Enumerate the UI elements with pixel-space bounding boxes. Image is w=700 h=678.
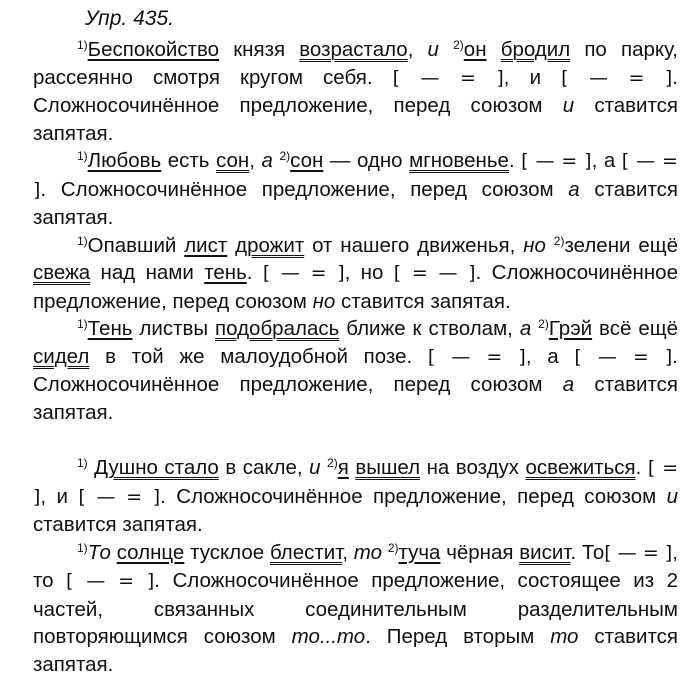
predicate-double-underlined: мгновенье — [409, 149, 509, 172]
text-run: по парку, рассеянно смотря кругом себя. — [33, 38, 678, 89]
text-run — [487, 38, 501, 61]
text-run: князя — [219, 38, 299, 61]
text-run: . Сложносочинённое предложение, перед союзом — [160, 485, 666, 508]
text-run: — одно — [323, 149, 409, 172]
conjunction-italic: То — [88, 541, 111, 564]
text-run — [546, 234, 554, 257]
subject-underlined: Беспокойство — [88, 38, 219, 61]
analysis-paragraph — [33, 36, 678, 147]
sentence-scheme: [ — = ] — [574, 346, 672, 368]
text-run: над нами — [90, 261, 204, 284]
subject-underlined: Тень — [88, 317, 133, 340]
text-run: . То — [570, 541, 604, 564]
conjunction-italic: и — [563, 94, 574, 117]
text-run: в сакле, — [219, 456, 309, 479]
sentence-scheme: [ — = ] — [393, 67, 504, 89]
text-run: ставится запятая. — [335, 290, 510, 313]
sentence-scheme: [ — = ] — [33, 150, 678, 201]
predicate-double-underlined: освежиться — [526, 456, 636, 479]
exercise-title: Упр. 435. — [85, 6, 678, 32]
analysis-paragraph — [33, 147, 678, 232]
text-run: чёрная — [440, 541, 519, 564]
analysis-paragraph — [33, 315, 678, 426]
text-run: , но — [345, 261, 394, 284]
text-run: . Сложносочинённое предложение, состоящее из 2 частей, связанных соединительным разделительным повторяющимся союзом — [33, 569, 678, 648]
text-run: . — [247, 261, 263, 284]
text-run: . Сложносочинённое предложение, перед союзом — [33, 345, 678, 397]
sentence-scheme: [ — = ] — [78, 486, 160, 508]
predicate-double-underlined: сидел — [33, 345, 89, 368]
sentence-part-number: 1) — [77, 456, 88, 470]
sentence-part-number: 1) — [77, 149, 88, 163]
text-run: , и — [40, 485, 78, 508]
predicate-double-underlined: свежа — [33, 261, 90, 284]
conjunction-italic: и — [309, 456, 320, 479]
conjunction-italic: а — [262, 149, 273, 172]
predicate-double-underlined: дрожит — [235, 234, 304, 257]
text-run: , то — [33, 541, 678, 593]
sentence-scheme: [ — = ] — [604, 542, 672, 564]
conjunction-italic: а — [563, 373, 574, 396]
predicate-double-underlined: висит — [519, 541, 570, 564]
text-run: есть — [161, 149, 216, 172]
text-run: зелени ещё — [564, 234, 678, 257]
text-run: , — [342, 541, 353, 564]
subject-underlined: Любовь — [88, 149, 162, 172]
text-run: ставится запятая. — [33, 373, 678, 424]
sentence-part-number: 2) — [388, 541, 399, 555]
conjunction-italic: и — [667, 485, 678, 508]
conjunction-italic: то — [354, 541, 382, 564]
text-run: ставится запятая. — [33, 513, 203, 536]
subject-underlined: туча — [398, 541, 440, 564]
conjunction-italic: и — [428, 38, 439, 61]
sentence-part-number: 2) — [327, 456, 338, 470]
predicate-double-underlined: сон — [216, 149, 249, 172]
sentence-part-number: 2) — [538, 317, 549, 331]
text-run: , — [249, 149, 261, 172]
subject-underlined: сон — [290, 149, 323, 172]
text-run: ближе к стволам, — [339, 317, 520, 340]
subject-underlined: тень — [204, 261, 247, 284]
text-run: тусклое — [184, 541, 270, 564]
exercise-body — [33, 36, 678, 678]
text-run: ставится запятая. — [33, 625, 678, 676]
predicate-double-underlined: бродил — [501, 38, 570, 61]
sentence-scheme: [ — = ] — [428, 346, 526, 368]
sentence-scheme: [ — = ] — [521, 150, 591, 172]
paragraph-gap — [33, 426, 678, 454]
sentence-scheme: [ — = ] — [263, 262, 345, 284]
conjunction-italic: то — [550, 625, 578, 648]
predicate-double-underlined: возрастало — [299, 38, 407, 61]
text-run: , и — [504, 66, 561, 89]
text-run: Опавший — [88, 234, 185, 257]
conjunction-italic: то...то — [292, 625, 366, 648]
predicate-double-underlined: блестит — [270, 541, 342, 564]
text-run: . Сложносочинённое предложение, перед союзом — [40, 178, 568, 201]
subject-underlined: солнце — [117, 541, 185, 564]
sentence-part-number: 1) — [77, 541, 88, 555]
text-run: ставится запятая. — [33, 178, 678, 230]
sentence-part-number: 2) — [554, 234, 565, 248]
sentence-scheme: [ — = ] — [561, 67, 672, 89]
analysis-paragraph — [33, 539, 678, 678]
subject-underlined: лист — [184, 234, 227, 257]
analysis-paragraph — [33, 454, 678, 539]
predicate-double-underlined: Душно стало — [94, 456, 219, 479]
sentence-part-number: 1) — [77, 317, 88, 331]
predicate-double-underlined: подобралась — [215, 317, 339, 340]
sentence-part-number: 1) — [77, 38, 88, 52]
text-run: . Сложносочинённое предложение, перед союзом — [33, 66, 678, 118]
analysis-paragraph — [33, 232, 678, 316]
conjunction-italic: но — [313, 290, 336, 313]
text-run: . Сложносочинённое предложение, перед союзом — [33, 261, 678, 313]
text-run: , а — [592, 149, 622, 172]
text-run: ставится запятая. — [33, 94, 678, 145]
text-run: на воздух — [420, 456, 525, 479]
text-run: . — [509, 149, 521, 172]
subject-underlined: он — [464, 38, 487, 61]
text-run: . Перед вторым — [365, 625, 550, 648]
text-run: в той же малоудобной позе. — [89, 345, 428, 368]
conjunction-italic: а — [520, 317, 531, 340]
sentence-scheme: [ — = ] — [66, 570, 154, 592]
text-run: от нашего движенья, — [304, 234, 523, 257]
text-run — [227, 234, 235, 257]
conjunction-italic: но — [523, 234, 546, 257]
predicate-double-underlined: вышел — [355, 456, 420, 479]
subject-underlined: Грэй — [549, 317, 592, 340]
sentence-scheme: [ = — ] — [394, 262, 476, 284]
subject-underlined: я — [338, 456, 349, 479]
text-run: всё ещё — [592, 317, 678, 340]
sentence-part-number: 1) — [77, 234, 88, 248]
text-run: листвы — [132, 317, 215, 340]
text-run: , а — [526, 345, 575, 368]
sentence-part-number: 2) — [279, 149, 290, 163]
text-run: , — [408, 38, 428, 61]
text-run — [439, 38, 453, 61]
sentence-scheme: [ = ] — [33, 457, 678, 508]
conjunction-italic: а — [568, 178, 579, 201]
sentence-part-number: 2) — [453, 38, 464, 52]
text-run: . — [636, 456, 648, 479]
